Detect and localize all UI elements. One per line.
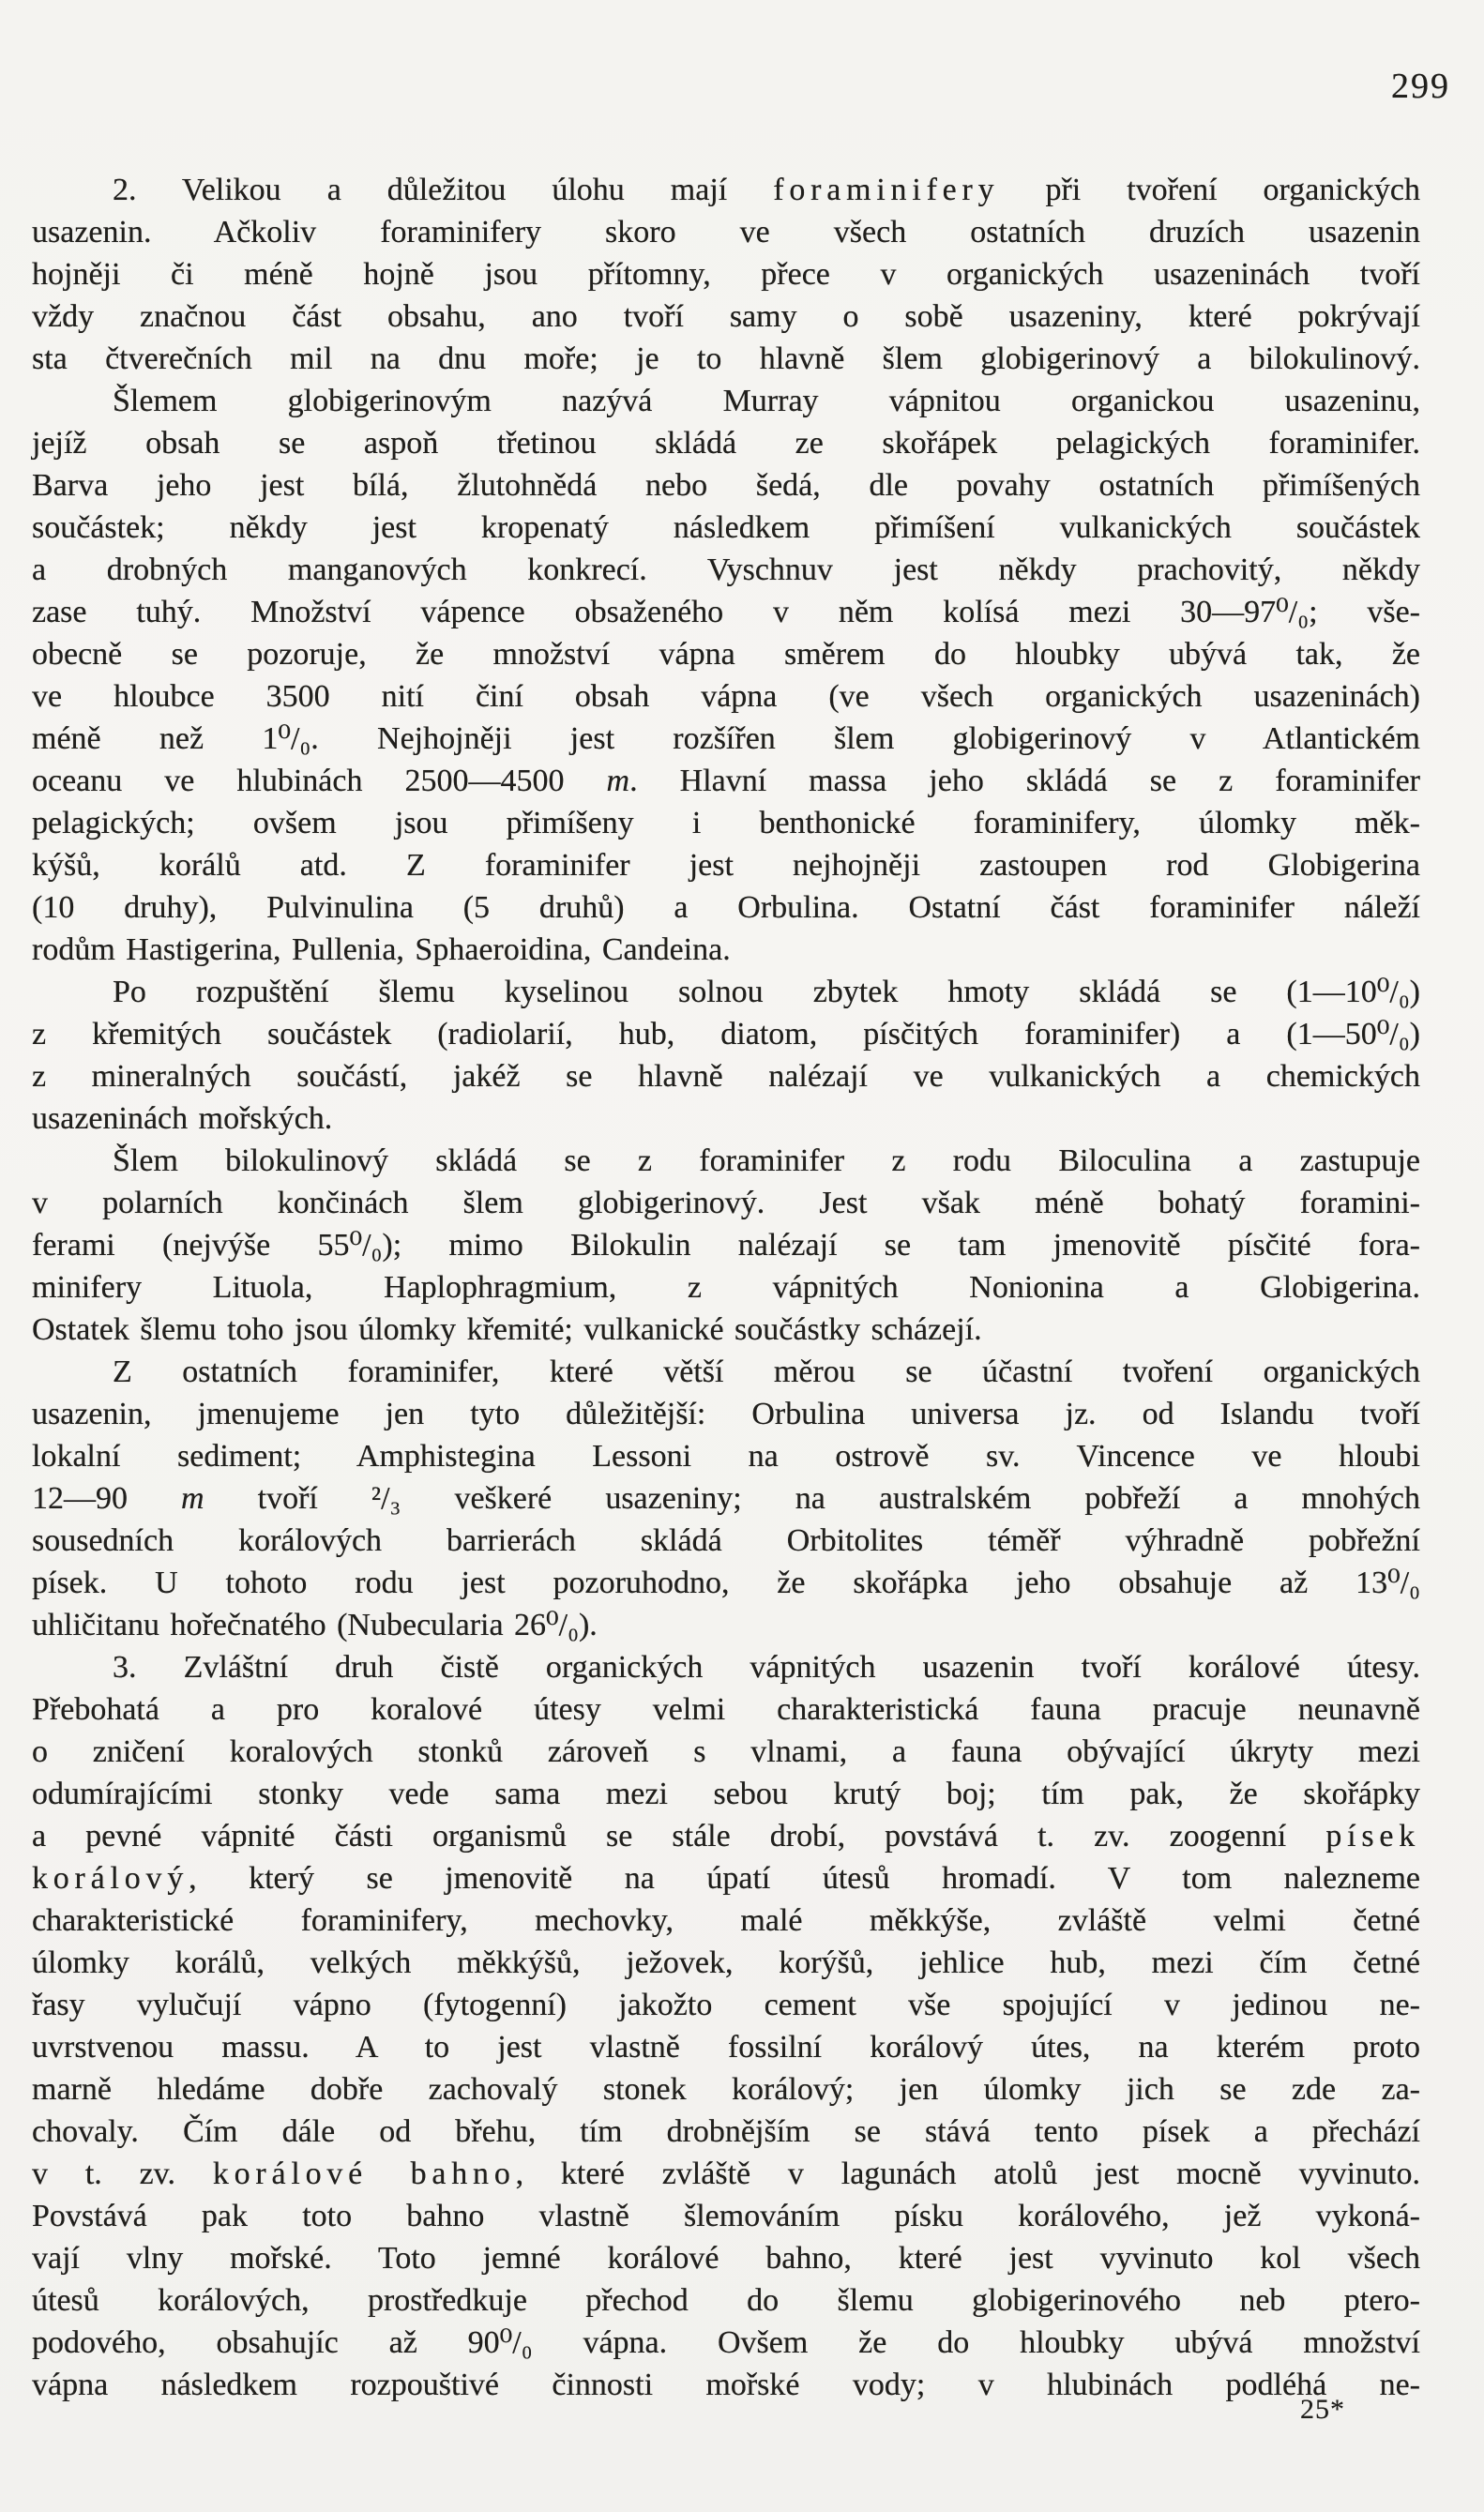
paragraph <box>32 1351 1420 1646</box>
text-line: vždy značnou část obsahu, ano tvoří samy o sobě usazeniny, které pokrývají <box>32 299 1420 334</box>
text-line: kýšů, korálů atd. Z foraminifer jest nejhojněji zastoupen rod Globigerina <box>32 848 1420 883</box>
text-line: řasy vylučují vápno (fytogenní) jakožto cement vše spojující v jedinou ne- <box>32 1988 1420 2022</box>
paragraph <box>32 380 1420 971</box>
text-line: marně hledáme dobře zachovalý stonek korálový; jen úlomky jich se zde za- <box>32 2072 1420 2107</box>
text-line: Šlemem globigerinovým nazývá Murray vápnitou organickou usazeninu, <box>113 384 1420 418</box>
text-line: usazenin, jmenujeme jen tyto důležitější: Orbulina universa jz. od Islandu tvoří <box>32 1397 1420 1431</box>
text-line: vápna následkem rozpouštivé činnosti mořské vody; v hlubinách podléhá ne- <box>32 2368 1420 2402</box>
text-line: sta čtverečních mil na dnu moře; je to hlavně šlem globigerinový a bilokulinový. <box>32 341 1420 376</box>
text-line: a drobných manganových konkrecí. Vyschnuv jest někdy prachovitý, někdy <box>32 552 1420 587</box>
text-line: 12—90 m tvoří ²/₃ veškeré usazeniny; na australském pobřeží a mnohých <box>32 1481 1420 1516</box>
text-line: obecně se pozoruje, že množství vápna směrem do hloubky ubývá tak, že <box>32 637 1420 672</box>
paragraph <box>32 1140 1420 1351</box>
text-line: součástek; někdy jest kropenatý následkem přimíšení vulkanických součástek <box>32 510 1420 545</box>
text-line: zase tuhý. Množství vápence obsaženého v něm kolísá mezi 30—97⁰/₀; vše- <box>32 595 1420 629</box>
text-line: a pevné vápnité části organismů se stále drobí, povstává t. zv. zoogenní písek <box>32 1819 1420 1854</box>
text-line: Z ostatních foraminifer, které větší měrou se účastní tvoření organických <box>113 1354 1420 1389</box>
text-line: odumírajícími stonky vede sama mezi sebou krutý boj; tím pak, že skořápky <box>32 1777 1420 1811</box>
page-number: 299 <box>1391 67 1450 106</box>
text-line: rodům Hastigerina, Pullenia, Sphaeroidina, Candeina. <box>32 932 731 967</box>
text-line: korálový, který se jmenovitě na úpatí útesů hromadí. V tom nalezneme <box>32 1861 1420 1896</box>
text-line: Ostatek šlemu toho jsou úlomky křemité; vulkanické součástky scházejí. <box>32 1312 982 1347</box>
text-line: jejíž obsah se aspoň třetinou skládá ze skořápek pelagických foraminifer. <box>32 426 1420 461</box>
text-line: sousedních korálových barrierách skládá Orbitolites téměř výhradně pobřežní <box>32 1523 1420 1558</box>
text-line: v t. zv. korálové bahno, které zvláště v lagunách atolů jest mocně vyvinuto. <box>32 2156 1420 2191</box>
text-line: 3. Zvláštní druh čistě organických vápnitých usazenin tvoří korálové útesy. <box>113 1650 1420 1685</box>
text-line: usazeninách mořských. <box>32 1101 333 1136</box>
text-line: minifery Lituola, Haplophragmium, z vápnitých Nonionina a Globigerina. <box>32 1270 1420 1305</box>
text-line: úlomky korálů, velkých měkkýšů, ježovek, korýšů, jehlice hub, mezi čím četné <box>32 1945 1420 1980</box>
text-line: Šlem bilokulinový skládá se z foraminifer z rodu Biloculina a zastupuje <box>113 1143 1420 1178</box>
text-line: Po rozpuštění šlemu kyselinou solnou zbytek hmoty skládá se (1—10⁰/₀) <box>113 975 1420 1009</box>
text-line: uvrstvenou massu. A to jest vlastně fossilní korálový útes, na kterém proto <box>32 2030 1420 2065</box>
text-line: vají vlny mořské. Toto jemné korálové bahno, které jest vyvinuto kol všech <box>32 2241 1420 2276</box>
text-line: Přebohatá a pro koralové útesy velmi charakteristická fauna pracuje neunavně <box>32 1692 1420 1727</box>
paragraph <box>32 1646 1420 2406</box>
text-line: usazenin. Ačkoliv foraminifery skoro ve všech ostatních druzích usazenin <box>32 215 1420 250</box>
text-line: o zničení koralových stonků zároveň s vlnami, a fauna obývající úkryty mezi <box>32 1734 1420 1769</box>
text-block <box>32 169 1420 2406</box>
text-line: ve hloubce 3500 nití činí obsah vápna (ve všech organických usazeninách) <box>32 679 1420 714</box>
text-line: v polarních končinách šlem globigerinový. Jest však méně bohatý foramini- <box>32 1186 1420 1220</box>
text-line: Povstává pak toto bahno vlastně šlemováním písku korálového, jež vykoná- <box>32 2199 1420 2233</box>
text-line: z mineralných součástí, jakéž se hlavně nalézají ve vulkanických a chemických <box>32 1059 1420 1094</box>
paragraph <box>32 971 1420 1140</box>
text-line: ferami (nejvýše 55⁰/₀); mimo Bilokulin nalézají se tam jmenovitě písčité fora- <box>32 1228 1420 1263</box>
text-line: chovaly. Čím dále od břehu, tím drobnějším se stává tento písek a přechází <box>32 2114 1420 2149</box>
text-line: písek. U tohoto rodu jest pozoruhodno, že skořápka jeho obsahuje až 13⁰/₀ <box>32 1566 1420 1600</box>
text-line: oceanu ve hlubinách 2500—4500 m. Hlavní massa jeho skládá se z foraminifer <box>32 764 1420 798</box>
text-line: útesů korálových, prostředkuje přechod do šlemu globigerinového neb ptero- <box>32 2283 1420 2318</box>
text-line: Barva jeho jest bílá, žlutohnědá nebo šedá, dle povahy ostatních přimíšených <box>32 468 1420 503</box>
text-line: z křemitých součástek (radiolarií, hub, diatom, písčitých foraminifer) a (1—50⁰/₀) <box>32 1017 1420 1052</box>
text-line: lokalní sediment; Amphistegina Lessoni na ostrově sv. Vincence ve hloubi <box>32 1439 1420 1474</box>
text-line: charakteristické foraminifery, mechovky, malé měkkýše, zvláště velmi četné <box>32 1903 1420 1938</box>
text-line: hojněji či méně hojně jsou přítomny, přece v organických usazeninách tvoří <box>32 257 1420 292</box>
text-line: (10 druhy), Pulvinulina (5 druhů) a Orbulina. Ostatní část foraminifer náleží <box>32 890 1420 925</box>
text-line: méně než 1⁰/₀. Nejhojněji jest rozšířen šlem globigerinový v Atlantickém <box>32 721 1420 756</box>
text-line: 2. Velikou a důležitou úlohu mají foraminifery při tvoření organických <box>113 173 1420 207</box>
text-line: pelagických; ovšem jsou přimíšeny i benthonické foraminifery, úlomky měk- <box>32 806 1420 840</box>
signature-mark: 25* <box>1300 2394 1345 2425</box>
paragraph <box>32 169 1420 380</box>
text-line: uhličitanu hořečnatého (Nubecularia 26⁰/₀). <box>32 1608 598 1642</box>
text-line: podového, obsahujíc až 90⁰/₀ vápna. Ovšem že do hloubky ubývá množství <box>32 2325 1420 2360</box>
